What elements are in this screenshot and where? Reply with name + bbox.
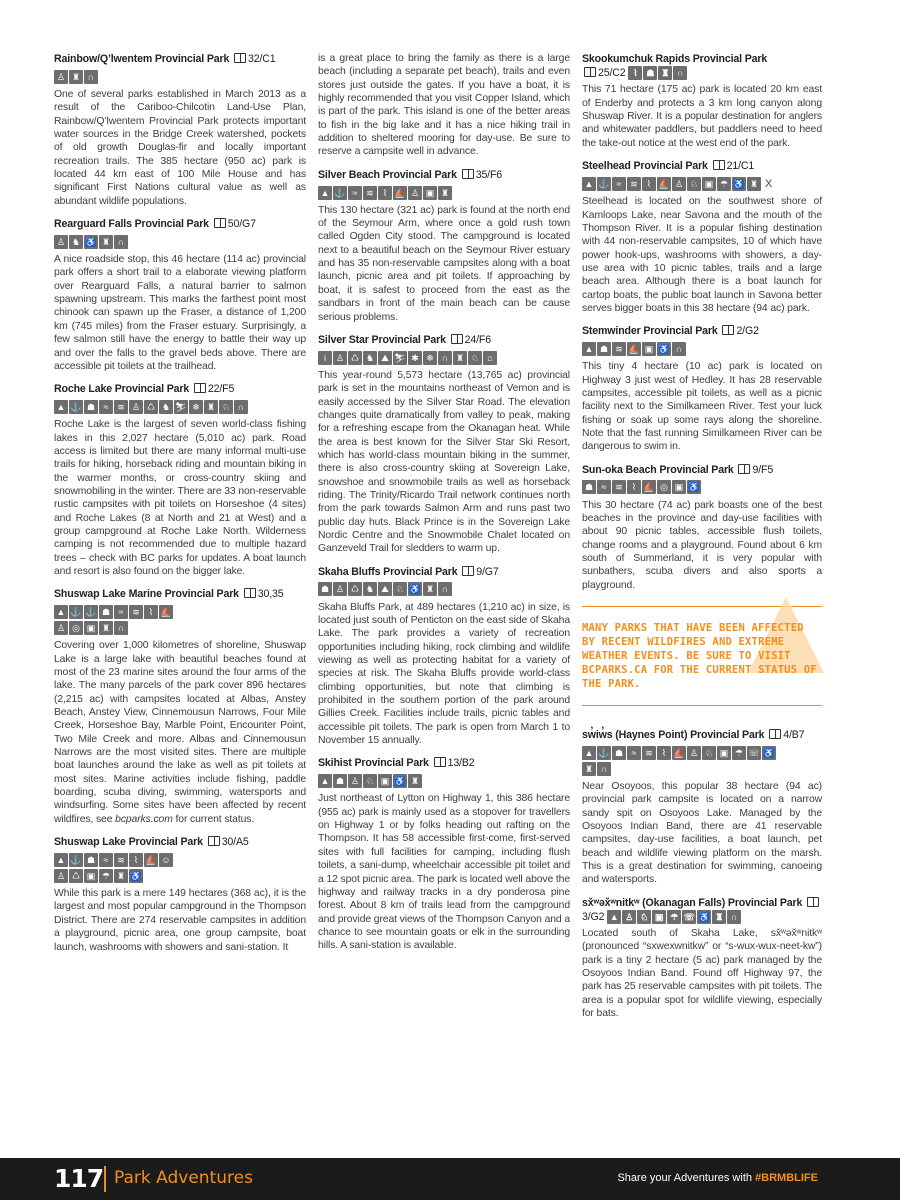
phone-icon: ☏ — [748, 747, 760, 758]
park-description: Roche Lake is the largest of seven world-class fishing lakes in this 2,027 hectare (5,010 ac) park. Road access is limited but there are many informal multi-use trails for hiking, horseback riding and mountain biking in the warmer months, or cross-country skiing and snowmobiling in the winter. There are 33 non-reservable rustic campsites with pit toilets on Horseshoe (4 sites) and Roche Lakes (8 at North and 21 at West) and a group campground at Roche Lake North. Wilderness camping is not recommended due to multiple hazard trees – check with BC parks for updates. A boat launch and resort is also found on the bigger lake. — [54, 419, 306, 577]
sani-station-icon: ▣ — [672, 480, 686, 494]
picnic-icon: ☗ — [84, 400, 98, 414]
park-description: Skaha Bluffs Park, at 489 hectares (1,210 ac) in size, is located just south of Penticton on the east side of Skaha Lake. The park provides a variety of recreation opportunities including hiking, rock climbing and wildlife viewing as well as protecting habitat for a variety of species at risk. The Skaha Bluffs provide world-class climbing opportunities, but note that climbing is prohibited in the southern portion of the park around Gillies Creek. Facilities include trails, picnic tables and accessible pit toilets. The park is open from March 1 to November 15 annually. — [318, 601, 570, 747]
hiking-icon: ♙ — [54, 70, 68, 84]
camping-icon: ▲ — [582, 342, 596, 356]
map-book-icon — [451, 334, 463, 344]
swimming-icon: ≈ — [348, 186, 362, 200]
park-description: is a great place to bring the family as there is a large beach (including a separate pet beach), trails and even stores just outside the gates. If you have a boat, it is highly recommended that you visit Copper Island, which is part of the park. This island is one of the better areas to fish in the big lake and it has a nice hiking trail in addition to sheltered mooring for day-use. Be sure to reserve a campsite well in advance. — [318, 53, 570, 158]
column-1 — [54, 52, 306, 963]
horse-icon: ♞ — [363, 582, 377, 596]
boat-launch-icon: ⚓ — [70, 607, 82, 618]
fishing-icon: ≈ — [99, 400, 113, 414]
picnic-icon: ☗ — [597, 342, 611, 356]
toilet-icon: ♜ — [69, 70, 83, 84]
amenity-icons — [318, 185, 570, 201]
hashtag: #BRMBLIFE — [755, 1172, 818, 1184]
info-icon: i — [318, 351, 332, 365]
accessible-icon: ♿ — [763, 747, 775, 758]
wildlife-icon: ♘ — [219, 400, 233, 414]
closed-marker: X — [765, 177, 773, 190]
park-title: Silver Beach Provincial Park 35/F6 — [318, 168, 503, 181]
boat-launch-icon: ⚓ — [70, 401, 82, 412]
park-entry — [54, 835, 306, 954]
amenity-icons — [582, 480, 822, 496]
amenity-icons — [54, 69, 306, 85]
amenity-icons — [318, 773, 570, 789]
callout-text: MANY PARKS THAT HAVE BEEN AFFECTED BY RECENT WILDFIRES AND EXTREME WEATHER EVENTS. BE SURE TO VISIT BCPARKS.CA FOR THE CURRENT STATUS OF THE PARK. — [582, 622, 817, 691]
park-description: While this park is a mere 149 hectares (368 ac), it is the largest and most popular campground in the Thompson District. There are 274 reservable campsites in addition a playground, picnic area, one group campsite, boat launch, washrooms with showers and sani-station. It — [54, 888, 306, 953]
horse-icon: ♞ — [363, 351, 377, 365]
park-title: Shuswap Lake Provincial Park 30/A5 — [54, 836, 249, 849]
park-entry — [318, 565, 570, 748]
park-entry — [54, 217, 306, 373]
toilet-icon: ♜ — [658, 66, 672, 80]
fishing-icon: ≋ — [612, 480, 626, 494]
climbing-icon: ⛰ — [378, 582, 392, 596]
cycling-icon: ♺ — [69, 869, 83, 883]
picnic-icon: ☗ — [582, 480, 596, 494]
wildlife-icon: ♘ — [702, 746, 716, 760]
sani-station-icon: ▣ — [642, 342, 656, 356]
toilet-icon: ♜ — [99, 235, 113, 249]
park-title: Skihist Provincial Park 13/B2 — [318, 757, 475, 770]
park-description: Steelhead is located on the southwest shore of Kamloops Lake, near Savona and the mouth of the Thompson River. It is a popular fishing destination with 44 non-reservable campsites, 10 of which have power hook-ups, washrooms with showers, a day-use area with 10 picnic tables, trails and a large beach area. Although there is a boat launch for cartop boats, the public boat launch in Savona better serves bigger boats in this 38 hectare (94 ac) park. — [582, 196, 822, 314]
sani-station-icon: ▣ — [652, 910, 666, 924]
shelter-icon: ∩ — [673, 66, 687, 80]
fishing-icon: ≋ — [627, 177, 641, 191]
park-title: Rearguard Falls Provincial Park 50/G7 — [54, 218, 256, 231]
map-book-icon — [194, 383, 206, 393]
shower-icon: ☂ — [717, 177, 731, 191]
swimming-icon: ≈ — [612, 177, 626, 191]
map-book-icon — [234, 53, 246, 63]
boat-icon: ⛵ — [658, 178, 670, 189]
column-3 — [582, 52, 822, 1029]
camping-icon: ▲ — [582, 746, 596, 760]
park-title: sw̓iw̓s (Haynes Point) Provincial Park 4/B7 — [582, 729, 805, 742]
park-title: Sun-oka Beach Provincial Park 9/F5 — [582, 463, 774, 476]
cycling-icon: ♺ — [348, 351, 362, 365]
accessible-icon: ♿ — [85, 236, 97, 247]
map-book-icon — [462, 169, 474, 179]
boat-icon: ⛵ — [160, 607, 172, 618]
boat-launch-icon: ⚓ — [70, 854, 82, 865]
park-title: Stemwinder Provincial Park 2/G2 — [582, 325, 759, 338]
camping-icon: ▲ — [607, 910, 621, 924]
amenity-icons — [54, 852, 306, 884]
shelter-icon: ∩ — [438, 351, 452, 365]
hiking-icon: ♙ — [129, 400, 143, 414]
swimming-icon: ≈ — [627, 746, 641, 760]
camping-icon: ▲ — [54, 400, 68, 414]
paddling-icon: ⌇ — [627, 480, 641, 494]
boat-icon: ⛵ — [628, 344, 640, 355]
park-description: This 71 hectare (175 ac) park is located 20 km east of Enderby and protects a 3 km long canyon along Shuswap River. It is a popular destination for anglers and whitewater paddlers, but paddlers need to heed the take-out notice at the west end of the park. — [582, 84, 822, 149]
amenity-icons — [54, 604, 306, 636]
amenity-icons — [54, 234, 306, 250]
hiking-icon: ♙ — [54, 235, 68, 249]
park-entry — [318, 333, 570, 556]
park-description: This year-round 5,573 hectare (13,765 ac) provincial park is set in the mountains northeast of Vernon and is easily accessed by the Silver Star Road. The elevation changes quite dramatically from valley to peak, making for a refreshing escape from the Okanagan heat. While the area is best known for the Silver Star Ski Resort, which has world-class mountain biking in the summer, there is also cross-country skiing at Sovereign Lake, snowshoe and snowmobile trails as well as horseback riding. The Trinity/Ricardo Trail network continues north from the park towards Salmon Arm and runs past two public day huts. Black Prince is in the Sovereign Lake Nordic Centre and the Snowmobile Chalet located on Ganzeveld Trail for sledders to warm up. — [318, 369, 570, 555]
park-entry — [582, 728, 822, 887]
picnic-icon: ☗ — [84, 853, 98, 867]
map-book-icon — [584, 67, 596, 77]
hiking-icon: ♙ — [687, 746, 701, 760]
accessible-icon: ♿ — [658, 344, 670, 355]
boat-icon: ⛵ — [643, 482, 655, 493]
hiking-icon: ♙ — [408, 186, 422, 200]
wildlife-icon: ♞ — [69, 235, 83, 249]
shower-icon: ☂ — [732, 746, 746, 760]
wildlife-icon: ♘ — [363, 774, 377, 788]
paddling-icon: ⌇ — [129, 853, 143, 867]
toilet-icon: ♜ — [423, 582, 437, 596]
boat-launch-icon: ⚓ — [598, 747, 610, 758]
park-entry-continued — [318, 52, 570, 159]
park-title: Shuswap Lake Marine Provincial Park 30,35 — [54, 588, 284, 601]
anchor-icon: ⚓ — [85, 607, 97, 618]
map-book-icon — [462, 566, 474, 576]
climbing-icon: ⛰ — [378, 351, 392, 365]
snowmobile-icon: ❄ — [423, 351, 437, 365]
wildlife-icon: ♘ — [393, 582, 407, 596]
toilet-icon: ♜ — [582, 762, 596, 776]
amenity-icons — [582, 745, 822, 777]
camping-icon: ▲ — [318, 186, 332, 200]
hiking-icon: ♙ — [333, 351, 347, 365]
accessible-icon: ♿ — [130, 870, 142, 881]
snowshoe-icon: ✱ — [408, 351, 422, 365]
wildlife-icon: ♘ — [468, 351, 482, 365]
boat-icon: ⛵ — [145, 854, 157, 865]
park-title: Skaha Bluffs Provincial Park 9/G7 — [318, 565, 499, 578]
sani-station-icon: ▣ — [423, 186, 437, 200]
park-entry — [318, 756, 570, 952]
swimming-icon: ≈ — [597, 480, 611, 494]
snowmobile-icon: ❄ — [189, 400, 203, 414]
park-entry — [582, 52, 822, 150]
picnic-icon: ☗ — [612, 746, 626, 760]
fishing-icon: ≋ — [129, 605, 143, 619]
paddling-icon: ≋ — [114, 400, 128, 414]
amenity-icons — [582, 176, 822, 192]
boat-launch-icon: ⚓ — [598, 178, 610, 189]
scuba-icon: ◎ — [69, 621, 83, 635]
shelter-icon: ∩ — [672, 342, 686, 356]
map-book-icon — [214, 218, 226, 228]
park-entry — [54, 382, 306, 578]
toilet-icon: ♜ — [408, 774, 422, 788]
playground-icon: ☺ — [159, 853, 173, 867]
sani-station-icon: ▣ — [378, 774, 392, 788]
page-number: 117 — [54, 1164, 104, 1193]
shower-icon: ☂ — [99, 869, 113, 883]
park-entry — [582, 159, 822, 315]
park-entry — [582, 463, 822, 592]
picnic-icon: ☗ — [643, 66, 657, 80]
park-description: This 30 hectare (74 ac) park boasts one of the best beaches in the province and day-use facilities with about 90 picnic tables, accessible flush toilets, change rooms and a playground. Found about 6 km south of Summerland, it is very popular with sunbathers, scuba divers and also sports a playground. — [582, 499, 822, 591]
park-title: Silver Star Provincial Park 24/F6 — [318, 333, 491, 346]
share-line: Share your Adventures with #BRMBLIFE — [617, 1172, 818, 1184]
cycling-icon: ♺ — [348, 582, 362, 596]
fishing-icon: ≋ — [114, 853, 128, 867]
phone-icon: ☏ — [683, 912, 695, 923]
camping-icon: ▲ — [582, 177, 596, 191]
paddling-icon: ⌇ — [657, 746, 671, 760]
hiking-icon: ♙ — [54, 621, 68, 635]
park-description: Covering over 1,000 kilometres of shoreline, Shuswap Lake is a large lake with beautiful beaches found at most of the 23 marine sites around the four arms of the lake. The many parcels of the park cover 896 hectares (2,215 ac) with campsites located at Albas, Anstey Beach, Anstey View, Cinnemousun Narrows, Four Mile Creek, Horseshoe Bay, Marble Point, Encounter Point, Two Mile Creek and more. Albas and Cinnemousun Narrows are the most visited sites. There are multiple boat launches around the lake as well as pit toilets at most sites. Marine activities include fishing, paddle boarding, scuba diving, swimming, watersports and windsurfing. Some sites have been affected by recent wildfires, see bcparks.com for current status. — [54, 640, 306, 825]
park-entry — [318, 168, 570, 324]
map-book-icon — [434, 757, 446, 767]
toilet-icon: ♜ — [204, 400, 218, 414]
park-entry — [582, 896, 822, 1021]
paddling-icon: ⌇ — [628, 66, 642, 80]
shelter-icon: ∩ — [114, 235, 128, 249]
shelter-icon: ∩ — [234, 400, 248, 414]
swimming-icon: ≈ — [99, 853, 113, 867]
park-description: Located south of Skaha Lake, sx̌ʷəx̌ʷnitkʷ (pronounced “sxwexwnitkw” or “s-wux-wux-neet-kw”) park is a tiny 2 hectare (5 ac) park managed by the Osoyoos Indian Band. Found off Highway 97, the park has 25 reservable campsites with pit toilets. The area is a popular spot for wildlife viewing, especially for bats. — [582, 928, 822, 1020]
toilet-icon: ♜ — [438, 186, 452, 200]
map-book-icon — [208, 836, 220, 846]
park-title: Roche Lake Provincial Park 22/F5 — [54, 383, 235, 396]
cycling-icon: ♺ — [144, 400, 158, 414]
shelter-icon: ∩ — [114, 621, 128, 635]
park-entry — [54, 587, 306, 826]
map-book-icon — [713, 160, 725, 170]
skiing-icon: ⛷ — [175, 401, 187, 412]
park-description: This tiny 4 hectare (10 ac) park is located on Highway 3 just west of Hedley. It has 28 reservable campsites, accessible pit toilets, as well as a picnic facility next to the Similkameen River. Test your luck fishing or soak up some rays along the shoreline. Note that the fast running Similkameen River can be dangerous to swim in. — [582, 361, 822, 453]
camping-icon: ▲ — [318, 774, 332, 788]
shelter-icon: ∩ — [727, 910, 741, 924]
park-title: Skookumchuk Rapids Provincial Park 25/C2 ⌇ ☗ ♜ ∩ — [582, 53, 768, 79]
fishing-icon: ≋ — [612, 342, 626, 356]
scuba-icon: ◎ — [657, 480, 671, 494]
amenity-icons — [318, 582, 570, 598]
sani-station-icon: ▣ — [84, 869, 98, 883]
park-description: Near Osoyoos, this popular 38 hectare (94 ac) provincial park campsite is located on a narrow sandy spit on Osoyoos Lake. Managed by the Osoyoos Indian Band, there are 41 reservable campsites, day-use facilities, a boat launch, pet beach and wildlife viewing platform on the marsh. This is a great destination for swimming, canoeing and watersports. — [582, 781, 822, 886]
footer-divider — [104, 1166, 106, 1192]
paddling-icon: ⌇ — [378, 186, 392, 200]
map-book-icon — [807, 897, 819, 907]
map-book-icon — [738, 464, 750, 474]
map-book-icon — [722, 325, 734, 335]
park-title: Steelhead Provincial Park 21/C1 — [582, 159, 755, 172]
toilet-icon: ♜ — [114, 869, 128, 883]
swimming-icon: ≈ — [114, 605, 128, 619]
sani-station-icon: ▣ — [717, 746, 731, 760]
wildlife-icon: ♘ — [687, 177, 701, 191]
map-book-icon — [244, 588, 256, 598]
shelter-icon: ∩ — [597, 762, 611, 776]
map-book-icon — [769, 729, 781, 739]
hiking-icon: ♙ — [672, 177, 686, 191]
park-title: sx̌ʷəx̌ʷnitkʷ (Okanagan Falls) Provincial Park 3/G2 ▲ ♙ ♘ ▣ ☂ ☏ ♿ ♜ ∩ — [582, 896, 822, 924]
column-2 — [318, 52, 570, 962]
picnic-icon: ☗ — [99, 605, 113, 619]
hut-icon: ⌂ — [483, 351, 497, 365]
toilet-icon: ♜ — [99, 621, 113, 635]
page-footer — [0, 1158, 900, 1200]
boat-launch-icon: ⚓ — [334, 187, 346, 198]
camping-icon: ▲ — [54, 853, 68, 867]
hiking-icon: ♙ — [333, 582, 347, 596]
shelter-icon: ∩ — [438, 582, 452, 596]
shower-icon: ☂ — [667, 910, 681, 924]
paddling-icon: ⌇ — [642, 177, 656, 191]
amenity-icons — [318, 350, 570, 366]
picnic-icon: ☗ — [318, 582, 332, 596]
park-description: One of several parks established in March 2013 as a result of the Cariboo-Chilcotin Land-Use Plan, Rainbow/Q’lwentem Provincial Park protects important water sources in the Bridge Creek watershed, pockets of old growth Douglas-fir and locally important recreation trails. The 385 hectare (950 ac) park is located 44 km east of 100 Mile House and has significant First Nations cultural value as well as abundant wildlife populations. — [54, 89, 306, 207]
section-name: Park Adventures — [114, 1168, 253, 1188]
fishing-icon: ≋ — [642, 746, 656, 760]
park-description: A nice roadside stop, this 46 hectare (114 ac) provincial park offers a short trail to a elaborate viewing platform over Rearguard Falls, a natural barrier to salmon spawning upstream. This marks the farthest point most chinook can spawn up the Fraser, a distance of 1,200 km (745 miles) from the Fraser estuary. Surprisingly, a few salmon still have the energy to battle their way up and over the falls to the gravel beds above. There are accessible pit toilets at the trailhead. — [54, 254, 306, 372]
accessible-icon: ♿ — [409, 584, 421, 595]
sani-station-icon: ▣ — [702, 177, 716, 191]
hiking-icon: ♙ — [622, 910, 636, 924]
boat-icon: ⛵ — [673, 747, 685, 758]
hiking-icon: ♙ — [348, 774, 362, 788]
park-entry — [582, 324, 822, 453]
accessible-icon: ♿ — [394, 776, 406, 787]
sani-station-icon: ▣ — [84, 621, 98, 635]
amenity-icons — [54, 399, 306, 415]
skiing-icon: ⛷ — [394, 352, 406, 363]
boat-icon: ⛵ — [394, 187, 406, 198]
fishing-icon: ≋ — [363, 186, 377, 200]
amenity-icons — [582, 341, 822, 357]
wildfire-callout — [582, 606, 822, 706]
park-description: This 130 hectare (321 ac) park is found at the north end of the Seymour Arm, where once a gold rush town called Ogden City stood. The campground is located next to a beautiful beach on the Seymour River estuary and has 35 non-reservable campsites along with a boat launch, picnic area and pit toilets. If approaching by boat, it is safest to proceed from the east as the sandbars in front of the main beach can be cause serious problems. — [318, 204, 570, 323]
accessible-icon: ♿ — [698, 912, 710, 923]
camping-icon: ▲ — [54, 605, 68, 619]
accessible-icon: ♿ — [688, 482, 700, 493]
picnic-icon: ☗ — [333, 774, 347, 788]
park-entry — [54, 52, 306, 208]
hiking-icon: ♙ — [54, 869, 68, 883]
shelter-icon: ∩ — [84, 70, 98, 84]
paddling-icon: ⌇ — [144, 605, 158, 619]
horse-icon: ♞ — [159, 400, 173, 414]
park-description: Just northeast of Lytton on Highway 1, this 386 hectare (955 ac) park is mainly used as a stopover for travellers on Highway 1 or by folks heading out rafting on the Thompson. It has 58 accessible first-come, first-served sites with full facilities for camping, including flush toilets, a sani-dump, wheelchair accessible pit toilet and a 12 spot picnic area. The park is located well above the highway and railway tracks in a dry ponderosa pine forest. About 8 km of trails lead from the campground and provide great views of the Thompson Canyon and a chance to see mountain goats or elk in the surrounding hills. A sani-station is available. — [318, 793, 570, 952]
park-title: Rainbow/Q’lwentem Provincial Park 32/C1 — [54, 53, 276, 65]
accessible-icon: ♿ — [733, 178, 745, 189]
wildlife-icon: ♘ — [637, 910, 651, 924]
toilet-icon: ♜ — [712, 910, 726, 924]
toilet-icon: ♜ — [453, 351, 467, 365]
toilet-icon: ♜ — [747, 177, 761, 191]
